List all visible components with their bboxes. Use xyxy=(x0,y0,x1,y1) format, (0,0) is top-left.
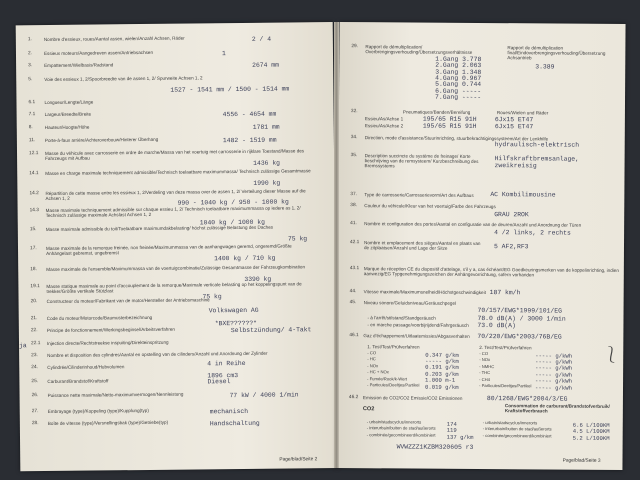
fuel-heading: Consommation de carburant/Brandstofverbruik/ Kraftstoffverbrauch xyxy=(504,403,610,414)
item-label: Direction, mode d'assistance/Stuurinrichting, stuurbekrachtigingssysteem/Art der Lenkhilfe xyxy=(364,135,549,142)
left-item-list xyxy=(16,22,333,428)
item-number: 29. xyxy=(351,44,359,50)
item-number: 11. xyxy=(28,138,36,144)
item-value: 78.0 dB(A) / 3000 1/min xyxy=(477,314,566,323)
test-row-value: ----- g/kWh xyxy=(535,364,573,372)
item-number: 14.2 xyxy=(29,191,39,197)
test-row-value: 0.203 g/km xyxy=(425,370,459,378)
item-label: Répartition de cette masse entre les essieux 1, 2/Verdeling van deze massa over de assen 1, 2/ Verteilung dieser Masse auf die Achsen 1, 2 xyxy=(45,188,306,202)
item-label: Puissance nette maximale/Netto-maximumvermogen/Nennleistung xyxy=(47,391,184,399)
gear-ratio: 3.Gang 1.348 xyxy=(435,68,482,76)
test-row-value: ----- g/kWh xyxy=(534,383,572,392)
item-label: Roues/Wielen und Räder xyxy=(496,110,549,116)
co2-row-label: - interurbain/buiten de stad/außerorts xyxy=(366,425,436,432)
test1-label: 1. Test/Test/Prüfverfahren xyxy=(367,344,420,350)
item-label: Masse du véhicule avec carrosserie en ordre de marche/Massa van het voertuig met carrosserie in rijklare Toestand/Masse des Fahrzeugs mit Aufbau xyxy=(45,148,305,162)
item-number: 27. xyxy=(31,409,39,415)
gear-ratio: 2.Gang 2.063 xyxy=(435,61,482,70)
test-row-label: - THC xyxy=(479,370,491,376)
item-value: 4 in Reihe xyxy=(207,359,246,368)
item-number: 12.1 xyxy=(29,151,39,157)
item-value: 1400 kg / 710 kg xyxy=(214,254,276,263)
item-label: Type de carrosserie/Carrosserievorm/Art des Aufbaus xyxy=(364,192,474,198)
item-number: 20. xyxy=(30,299,38,305)
item-label: Rapport de démultiplication final/Eindoverbrengingsverhouding/Übersetzung Achsantrieb xyxy=(507,45,606,61)
test-row-label: - CO xyxy=(479,350,489,357)
item-value: 1040 kg / 1000 kg xyxy=(199,218,265,227)
test-row-label: - NMHC xyxy=(479,363,495,369)
co2-row-value: 174 xyxy=(446,420,457,428)
item-number: 41. xyxy=(350,221,357,227)
item-label: Masse en charge maximale techniquement admissible/Technisch toelaatbare maximummassa/ Technisch zulässige Gesamtmasse xyxy=(45,168,311,177)
vin-code: WVWZZZ1KZBM320605 r3 xyxy=(396,443,474,451)
item-label: Principe de fonctionnement/Werkingsbeginsel/Arbeitsverfahren xyxy=(46,326,176,334)
item-value: 990 - 1040 kg / 950 - 1000 kg xyxy=(177,198,289,207)
co2-row-value: 119 xyxy=(446,427,457,435)
item-number: 8. xyxy=(28,125,33,131)
item-value: *BXE??????* xyxy=(214,319,258,328)
item-value: 2674 mm xyxy=(252,61,280,69)
item-number: 7.1 xyxy=(28,112,36,118)
item-number: 38. xyxy=(350,203,357,209)
item-number: 22.1 xyxy=(30,341,41,347)
item-label: Hauteur/Hoogte/Höhe xyxy=(44,124,90,131)
co2-heading: CO2 xyxy=(362,406,375,413)
item-label: Empattement/Wielbasis/Radstand xyxy=(44,62,114,69)
item-label: Largeur/Breedte/Breite xyxy=(44,111,92,118)
co2-row-label: - combinée/gecombineerd/kombiniert xyxy=(366,432,436,438)
gear-ratio: 4.Gang 0.967 xyxy=(435,74,482,82)
co2-row-label: - combinée/gecombineerd/kombiniert xyxy=(482,432,552,439)
test-row-label: - Fumée/Rook/k-Wert xyxy=(367,375,408,382)
item-label: Description succincte du système de freinage/ Korte beschrijving van de remsysteem/ Kurzbeschreibung des Bremssystems xyxy=(364,153,479,169)
test-row-value: ----- g/kWh xyxy=(535,351,573,360)
item-number: 45. xyxy=(349,300,357,306)
item-value: Volkswagen AG xyxy=(208,306,259,315)
item-label: Masse statique maximale au point d'accouplement de la remorque/Maximale verticale belasting op het koppelingspunt van de trekker/Größte vertikale Stützlast xyxy=(46,281,302,295)
co2-row-value: 4.5 L/100KM xyxy=(572,428,610,436)
item-label: Masse maximale de la remorque freinée, non freinée/Maximummassa van de aanhangwagen geremd, ongeremd/Größte Anhängelast gebremst, ungebremst xyxy=(45,243,292,257)
item-number: 14.3 xyxy=(29,208,39,214)
item-value: GRAU 2ROK xyxy=(494,211,529,219)
item-value: 5 AF2,RF3 xyxy=(493,243,529,251)
item-label: - en marche passage/voorbijrijdend/Fahrgeräusch xyxy=(367,322,469,328)
co2-row-label: - urbain/stadscyclus/innerorts xyxy=(482,420,538,426)
test2-label: 2. Test/Test/Prüfverfahren xyxy=(479,344,532,351)
item-number: 3. xyxy=(28,63,33,69)
test-row-value: 0.191 g/km xyxy=(425,363,459,372)
item-number: 18. xyxy=(30,267,37,273)
item-label: Cylindrée/Cilinderinhoud/Hubvolumen xyxy=(47,364,125,371)
item-number: 15. xyxy=(29,227,37,233)
item-value: 1896 cm3 xyxy=(207,372,239,380)
test-row-label: - NOx xyxy=(479,357,491,363)
item-value: 2 / 4 xyxy=(251,35,272,43)
item-number: 34. xyxy=(350,135,358,141)
gear-ratio: 1.Gang 3.778 xyxy=(435,55,482,63)
item-value: 70/157/EWG*1999/101/EG xyxy=(477,306,562,315)
test-row-value: 1.000 m-1 xyxy=(425,376,456,384)
item-label: Nombre et configuration des portes/Aantal en configuratie van de deuren/Anzahl und Anordnung der Türen xyxy=(364,221,582,228)
axle-label: Essieu/As/Achse 1 xyxy=(364,116,404,122)
item-value: 3390 kg xyxy=(244,275,272,283)
item-label: Emission de CO2/CO2 Emissie/CO2 Emissionen xyxy=(362,395,463,401)
item-label: Nombre et disposition des cylindres/Aantal en opstelling van de cilinders/Anzahl und Anordnung der Zylinder xyxy=(47,350,268,359)
gear-ratio: 7.Gang ----- xyxy=(435,93,482,101)
item-value: Diesel xyxy=(207,378,231,386)
item-number: 25. xyxy=(31,379,39,385)
test-row-value: 0.019 g/km xyxy=(424,383,459,391)
item-number: 23. xyxy=(31,353,38,359)
gear-ratio: 6.Gang ----- xyxy=(435,87,482,95)
item-value: hydraulisch-elektrisch xyxy=(494,141,580,149)
item-value: 80/1268/EWG*2004/3/EG xyxy=(486,395,568,403)
axle-label: Essieu/As/Achse 2 xyxy=(364,123,404,129)
item-number: 5. xyxy=(28,77,33,83)
item-number: 24. xyxy=(31,365,38,371)
item-label: Marque de réception CE du dispositif d'attelage, s'il y a, cas échéant/EG Goedkeuringsmerken van de koppelinrichting, indien aanwezig/EG Typgenehmigungszeichen der Anhängevorrichtung, sofern vorhanden xyxy=(363,266,619,278)
item-value: 1527 - 1541 mm / 1500 - 1514 mm xyxy=(170,85,290,94)
wheel-value: 6Jx15 ET47 xyxy=(494,123,534,131)
item-value: Handschaltung xyxy=(209,419,260,428)
item-label: Code du moteur/Motorcode/Baumusterbezeichnung xyxy=(46,314,153,322)
co2-row-value: 6.6 L/100KM xyxy=(572,421,610,429)
item-number: 44. xyxy=(349,289,357,295)
item-value: 1436 kg xyxy=(253,159,281,167)
test-row-label: - Particules/Deeltjes/Partikel xyxy=(479,382,532,389)
item-number: 46.2 xyxy=(348,395,359,401)
test-row-value: ----- g/kWh xyxy=(535,358,573,366)
item-number: 28. xyxy=(31,421,39,427)
item-label: Vitesse maximale/Maximumsnelheid/Höchstgeschwindigkeit xyxy=(363,289,486,296)
item-label: Rapport de démultiplication/ Overbrengingsverhouding/Übersetzungsverhältnisse xyxy=(365,44,473,56)
item-value: 77 kW / 4000 1/min xyxy=(229,391,299,400)
item-number: 21. xyxy=(30,316,38,322)
item-value: 70/220/EWG*2003/76B/EG xyxy=(477,332,562,341)
gear-ratio: 5.Gang 0.744 xyxy=(435,80,482,89)
item-label: Essieux moteurs/Aangedreven assen/Antriebsachsen xyxy=(43,49,154,57)
wheel-value: 6Jx15 ET47 xyxy=(494,116,534,124)
test-row-value: ----- g/km xyxy=(425,357,459,365)
item-number: 17. xyxy=(29,246,37,252)
item-number: 26. xyxy=(31,393,39,399)
item-label: Gaz d'échappement/Uitlaatemissies/Abgasverhalten xyxy=(363,333,470,339)
right-page xyxy=(336,22,625,470)
item-label: Voie des essieux 1, 2/Spoorbreedte van de assen 1, 2/ Spurweite Achsen 1, 2 xyxy=(44,75,203,83)
test-row-value: ----- g/kWh xyxy=(535,371,573,379)
item-value: Hilfskraftbremsanlage, zweikreisig xyxy=(494,155,580,170)
item-label: Carburant/Brandstof/Kraftstoff xyxy=(47,378,109,385)
item-label: Constructeur du moteur/Fabrikant van de motor/Hersteller der Antriebsmaschine xyxy=(46,297,210,305)
item-number: 43.1 xyxy=(349,266,360,272)
item-number: 6.1 xyxy=(28,100,36,106)
item-value: 4556 - 4654 mm xyxy=(222,110,277,119)
item-label: Niveau sonore/Geluidsniveau/Geräuschpegel xyxy=(363,300,457,306)
item-value: 1482 - 1519 mm xyxy=(222,136,277,145)
item-label: Pneumatiques/Banden/Bereifung xyxy=(402,109,471,115)
item-number: 46.1 xyxy=(349,333,359,339)
co2-row-label: - interurbain/buiten de stad/außerorts xyxy=(482,426,552,432)
item-label: Masse maximale de l'ensemble/Maximummassa van de voertuigcombinatie/Zulässige Gesamtmasse der Fahrzeugkombination xyxy=(46,264,306,273)
test-row-label: - CH4 xyxy=(479,376,491,382)
item-label: Injection directe/Rechtstreekse inspuiting/Direkteinspritzung xyxy=(46,339,169,347)
item-label: Porte-à-faux arrière/Achteroverbouw/Hinterer Überhang xyxy=(44,136,159,144)
test-row-label: - HC xyxy=(367,356,376,362)
item-value: ja xyxy=(19,342,27,350)
item-number: 22. xyxy=(30,328,38,334)
test-row-value: ----- g/kWh xyxy=(535,377,573,385)
item-label: Nombre et emplacement des sièges/Aantal en plaats van de zitplaatsen/Anzahl und Lage der Sitze xyxy=(363,240,481,251)
item-label: Masse maximale admissible du toit/Toelaatbare maximumdakbelasting/ höchst zulässige Belastung des Daches xyxy=(45,224,274,233)
item-value: 1781 mm xyxy=(252,123,280,131)
test-row-label: - NOx xyxy=(367,363,379,369)
item-number: 42.1 xyxy=(349,240,360,246)
item-label: Couleur du véhicule/Kleur van het voertuig/Farbe des Fahrzeugs xyxy=(364,203,496,210)
item-value: 73.0 dB(A) xyxy=(477,321,516,330)
item-value: 4 /2 links, 2 rechts xyxy=(494,229,571,237)
item-label: Longueur/Lengte/Länge xyxy=(44,99,94,106)
item-number: 1. xyxy=(27,37,32,43)
item-value: AC Kombilimousine xyxy=(490,191,556,199)
item-value: 75 kg xyxy=(287,235,308,243)
final-drive-value: 3.389 xyxy=(535,63,555,71)
test-row-label: - CO xyxy=(367,350,377,356)
item-label: - à l'arrêt/stilstand/Standgeräusch xyxy=(367,315,436,321)
item-label: Boîte de vitesse (type)/Versnellingsbak (type)/Getriebe(typ) xyxy=(47,419,169,427)
item-value: Selbstzündung/ 4-Takt xyxy=(230,326,312,335)
bracket-mark: ⎱ xyxy=(603,344,620,364)
test-row-label: - HC + NOx xyxy=(367,369,389,375)
co2-row-label: - urbain/stadscyclus/innerorts xyxy=(366,419,422,425)
co2-row-value: 137 g/km xyxy=(446,433,474,441)
item-number: 2. xyxy=(27,51,33,57)
tyre-value: 195/65 R15 91H xyxy=(422,122,477,130)
item-label: Nombre d'essieux, roues/Aantal assen, wielen/Anzahl Achsen, Räder xyxy=(43,35,185,43)
item-value: 187 km/h xyxy=(489,289,521,297)
tyre-value: 195/65 R15 91H xyxy=(422,115,477,123)
item-label: Masse maximale techniquement admissible sur chaque essieu 1, 2/ Technisch toelaatbare maximummassa op iedere as 1, 2/ Technisch zulässige maximale Achslast Achsen 1, 2 xyxy=(45,205,301,219)
item-number: 14.1 xyxy=(29,171,39,177)
co2-row-value: 5.2 L/100KM xyxy=(572,434,610,442)
right-page-footer: Page/blad/Seite 3 xyxy=(562,458,601,464)
item-value: mechanisch xyxy=(209,407,249,416)
document-spread xyxy=(18,22,624,468)
item-number: 37. xyxy=(350,192,358,198)
left-page xyxy=(16,22,338,471)
left-page-footer: Page/blad/Seite 2 xyxy=(279,457,318,463)
item-value: 75 kg xyxy=(202,293,222,301)
page-fold xyxy=(334,22,339,468)
item-number: 35. xyxy=(350,153,358,159)
item-label: Embrayage (type)/Koppeling (type)/Kupplung(typ) xyxy=(47,407,149,415)
item-number: 19.1 xyxy=(30,284,40,290)
item-value: 1 xyxy=(221,50,226,58)
test-row-label: - Particules/Deeltjes/Partikel xyxy=(367,382,420,388)
item-number: 32. xyxy=(350,109,358,115)
test-row-value: 0.347 g/km xyxy=(425,351,459,359)
item-value: 1990 kg xyxy=(253,179,281,187)
